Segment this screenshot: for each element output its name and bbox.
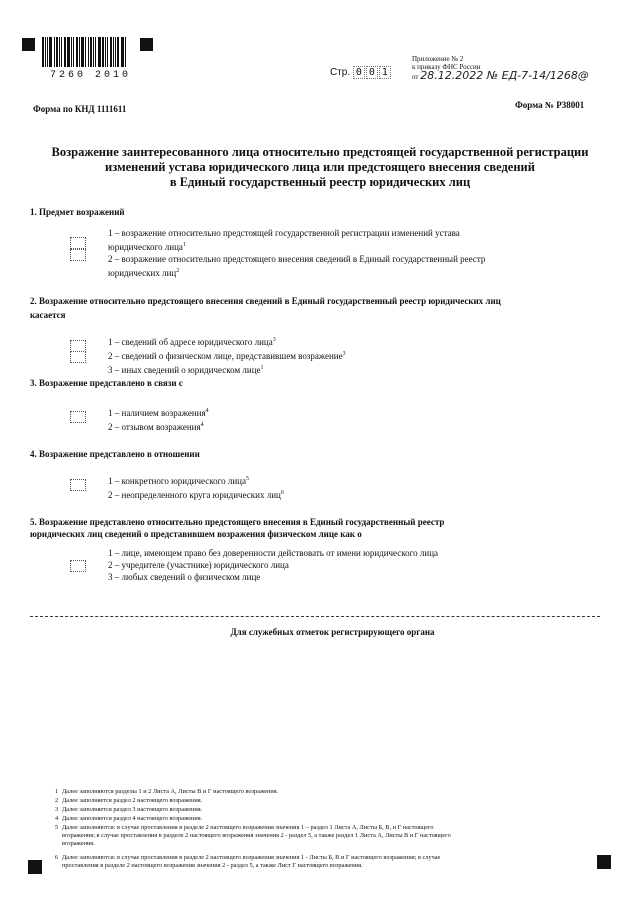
section-2-options: [108, 334, 346, 376]
section-2-title-line-1: 2. Возражение относительно предстоящего внесения сведений в Единый государственный реестр юридических лиц: [30, 296, 501, 306]
barcode-bar: [85, 37, 86, 67]
footnotes: [55, 788, 592, 869]
page-digit-2: 0: [366, 66, 378, 79]
barcode-number: 7260 2010: [50, 70, 132, 81]
barcode-bar: [73, 37, 74, 67]
section-1-checkbox-2[interactable]: [70, 249, 86, 261]
section-2-option-2: 2 – сведений о физическом лице, представившем возражение: [108, 351, 343, 361]
section-1-options: [108, 227, 485, 279]
handwritten-order-reference: 28.12.2022 № ЕД-7-14/1268@: [420, 69, 589, 82]
section-5-title-line-1: 5. Возражение представлено относительно предстоящего внесения в Единый государственный реестр: [30, 517, 445, 527]
form-knd: Форма по КНД 1111611: [33, 104, 127, 114]
section-5-title: [30, 517, 444, 540]
barcode-bar: [47, 37, 48, 67]
footnote-ref: 5: [246, 476, 249, 482]
footnote-ref: 3: [272, 337, 276, 343]
section-1-title: 1. Предмет возражений: [30, 207, 125, 217]
document-title: [20, 145, 620, 190]
section-2-title-line-2: касается: [30, 310, 66, 320]
barcode-bar: [79, 37, 80, 67]
title-line-3: в Единый государственный реестр юридических лиц: [169, 175, 471, 189]
footnote-ref: 4: [205, 408, 209, 414]
barcode-bar: [59, 37, 60, 67]
service-marks-label: Для служебных отметок регистрирующего органа: [230, 627, 435, 637]
barcode: [42, 37, 127, 67]
section-2-option-1: 1 – сведений об адресе юридического лица: [108, 337, 273, 347]
barcode-bar: [42, 37, 44, 67]
barcode-bar: [64, 37, 66, 67]
section-1-option-2-line-2: юридических лиц: [108, 268, 177, 278]
section-4-options: [108, 473, 284, 501]
section-3-option-1: 1 – наличием возражения: [108, 408, 206, 418]
footnote-ref: 2: [176, 268, 180, 274]
barcode-bar: [67, 37, 70, 67]
barcode-bar: [125, 37, 126, 67]
barcode-bar: [81, 37, 84, 67]
section-1-option-1-line-1: 1 – возражение относительно предстоящей государственной регистрации изменений устава: [108, 228, 460, 238]
barcode-bar: [45, 37, 46, 67]
section-4-option-2: 2 – неопределенного круга юридических лиц: [108, 490, 281, 500]
section-1-checkbox-1[interactable]: [70, 237, 86, 249]
footnote-4: 4 Далее заполняется раздел 4 настоящего возражения.: [55, 815, 203, 822]
footnote-2: 2 Далее заполняется раздел 2 настоящего возражения.: [55, 797, 203, 804]
corner-marker-bottom-right: [597, 855, 611, 869]
page-label: Стр.: [330, 67, 351, 78]
section-4-option-1: 1 – конкретного юридического лица: [108, 476, 246, 486]
footnote-5: 5 Далее заполняются: в случае проставления в разделе 2 настоящего возражения значения 1 – раздел 1 Листа А, Листы Б, В, и Г настоящего возражения; в случае проставления в разделе 2 настоящего возражения значения 2 - раздел 5, а также раздел 1 Листа А, Листы В и Г настоящего возражения.: [55, 824, 451, 847]
page-digit-1: 0: [353, 66, 365, 79]
section-5-option-2: 2 – учредителе (участнике) юридического лица: [108, 560, 289, 570]
barcode-bar: [76, 37, 78, 67]
footnote-3: 3 Далее заполняется раздел 3 настоящего возражения.: [55, 806, 203, 813]
section-3-options: [108, 405, 209, 433]
barcode-bar: [90, 37, 92, 67]
appendix-block: [412, 55, 589, 81]
barcode-bar: [88, 37, 89, 67]
section-2-checkbox-2[interactable]: [70, 351, 86, 363]
barcode-bar: [95, 37, 96, 67]
corner-marker-bottom-left: [28, 860, 42, 874]
barcode-bar: [115, 37, 116, 67]
barcode-bar: [71, 37, 72, 67]
corner-marker-top-left: [22, 38, 35, 51]
barcode-bar: [113, 37, 114, 67]
title-line-1: Возражение заинтересованного лица относительно предстоящей государственной регистрации: [51, 145, 589, 159]
section-5-option-1: 1 – лице, имеющем право без доверенности действовать от имени юридического лица: [108, 548, 439, 558]
section-2-option-3: 3 – иных сведений о юридическом лице: [108, 365, 261, 375]
footnote-ref: 1: [182, 242, 186, 248]
barcode-bar: [117, 37, 119, 67]
title-line-2: изменений устава юридического лица или предстоящего внесения сведений: [105, 160, 535, 174]
barcode-bar: [105, 37, 106, 67]
barcode-bar: [56, 37, 58, 67]
section-5-options: [108, 547, 438, 583]
appendix-date-prefix: от: [412, 73, 419, 81]
section-2-title: [30, 296, 501, 321]
page-number: [330, 66, 392, 79]
section-3-checkbox[interactable]: [70, 411, 86, 423]
footnote-6: 6 Далее заполняются: в случае проставления в разделе 2 настоящего возражения значения 1 - Листы Б, В и Г настоящего возражения; в случае проставления в разделе 2 настоящего возражения значения 2 - раздел 5, а также Лист Г настоящего возражения.: [55, 854, 441, 869]
barcode-bar: [49, 37, 52, 67]
section-3-title: 3. Возражение представлено в связи с: [30, 378, 183, 388]
section-5-title-line-2: юридических лиц сведений о представившем возражения физическом лице как о: [30, 529, 362, 539]
footnote-1: 1 Далее заполняются разделы 1 и 2 Листа А, Листы В и Г настоящего возражения.: [55, 788, 279, 795]
appendix-line-1: Приложение № 2: [412, 55, 464, 63]
footnote-ref: 3: [342, 351, 346, 357]
page-digit-3: 1: [379, 66, 391, 79]
footnote-ref: 4: [200, 422, 204, 428]
barcode-bar: [93, 37, 94, 67]
barcode-bar: [54, 37, 55, 67]
barcode-bar: [61, 37, 62, 67]
section-1-option-1-line-2: юридического лица: [108, 242, 183, 252]
barcode-bar: [107, 37, 108, 67]
barcode-bar: [98, 37, 101, 67]
section-1-option-2-line-1: 2 – возражение относительно предстоящего внесения сведений в Единый государственный реестр: [108, 254, 486, 264]
section-4-title: 4. Возражение представлено в отношении: [30, 449, 200, 459]
cut-line: [30, 616, 600, 617]
footnote-ref: 6: [280, 490, 284, 496]
form-number: Форма № Р38001: [515, 100, 585, 110]
barcode-bar: [102, 37, 104, 67]
section-5-option-3: 3 – любых сведений о физическом лице: [108, 572, 261, 582]
barcode-bar: [121, 37, 124, 67]
appendix-line-2: к приказу ФНС России: [412, 63, 481, 71]
footnote-ref: 1: [260, 365, 264, 371]
section-4-checkbox[interactable]: [70, 479, 86, 491]
section-5-checkbox[interactable]: [70, 560, 86, 572]
barcode-bar: [110, 37, 112, 67]
section-3-option-2: 2 – отзывом возражения: [108, 422, 201, 432]
corner-marker-top-right: [140, 38, 153, 51]
